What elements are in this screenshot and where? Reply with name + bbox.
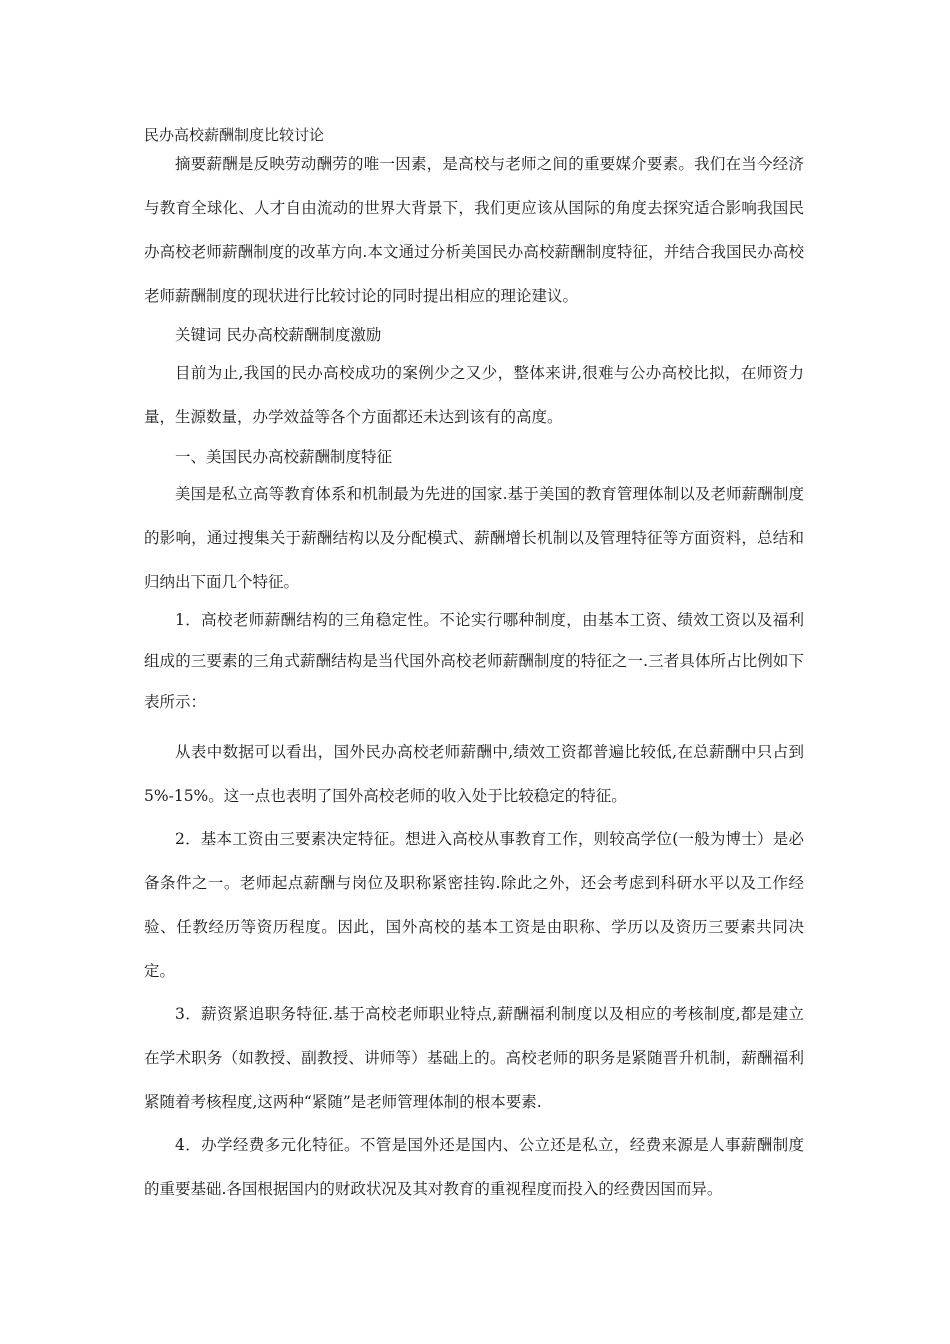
body-paragraph-table-note: 从表中数据可以看出，国外民办高校老师薪酬中,绩效工资都普遍比较低,在总薪酬中只占到5%-15%。这一点也表明了国外高校老师的收入处于比较稳定的特征。 [144, 743, 804, 805]
body-paragraph-point-3: 3．薪资紧追职务特征.基于高校老师职业特点,薪酬福利制度以及相应的考核制度,都是建立在学术职务（如教授、副教授、讲师等）基础上的。高校老师的职务是紧随晋升机制，薪酬福利紧随着考核程度,这两种“紧随”是老师管理体制的根本要素. [144, 1005, 804, 1111]
body-paragraph-point-2: 2．基本工资由三要素决定特征。想进入高校从事教育工作，则较高学位(一般为博士）是必备条件之一。老师起点薪酬与岗位及职称紧密挂钩.除此之外，还会考虑到科研水平以及工作经验、任教经历等资历程度。因此，国外高校的基本工资是由职称、学历以及资历三要素共同决定。 [144, 830, 804, 980]
intro-paragraph: 目前为止,我国的民办高校成功的案例少之又少，整体来讲,很难与公办高校比拟，在师资力量，生源数量，办学效益等各个方面都还未达到该有的高度。 [144, 364, 804, 426]
section-heading-1: 一、美国民办高校薪酬制度特征 [175, 448, 393, 466]
body-paragraph-point-4: 4．办学经费多元化特征。不管是国外还是国内、公立还是私立，经费来源是人事薪酬制度的重要基础.各国根据国内的财政状况及其对教育的重视程度而投入的经费因国而异。 [144, 1136, 804, 1198]
document-title: 民办高校薪酬制度比较讨论 [144, 126, 325, 144]
body-paragraph-us-overview: 美国是私立高等教育体系和机制最为先进的国家.基于美国的教育管理体制以及老师薪酬制度的影响，通过搜集关于薪酬结构以及分配模式、薪酬增长机制以及管理特征等方面资料，总结和归纳出下面几个特征。 [144, 485, 804, 591]
keywords-paragraph: 关键词 民办高校薪酬制度激励 [175, 326, 382, 344]
body-paragraph-point-1: 1．高校老师薪酬结构的三角稳定性。不论实行哪种制度，由基本工资、绩效工资以及福利组成的三要素的三角式薪酬结构是当代国外高校老师薪酬制度的特征之一.三者具体所占比例如下表所示： [144, 611, 804, 711]
abstract-paragraph: 摘要薪酬是反映劳动酬劳的唯一因素，是高校与老师之间的重要媒介要素。我们在当今经济与教育全球化、人才自由流动的世界大背景下，我们更应该从国际的角度去探究适合影响我国民办高校老师薪酬制度的改革方向.本文通过分析美国民办高校薪酬制度特征，并结合我国民办高校老师薪酬制度的现状进行比较讨论的同时提出相应的理论建议。 [144, 155, 804, 305]
